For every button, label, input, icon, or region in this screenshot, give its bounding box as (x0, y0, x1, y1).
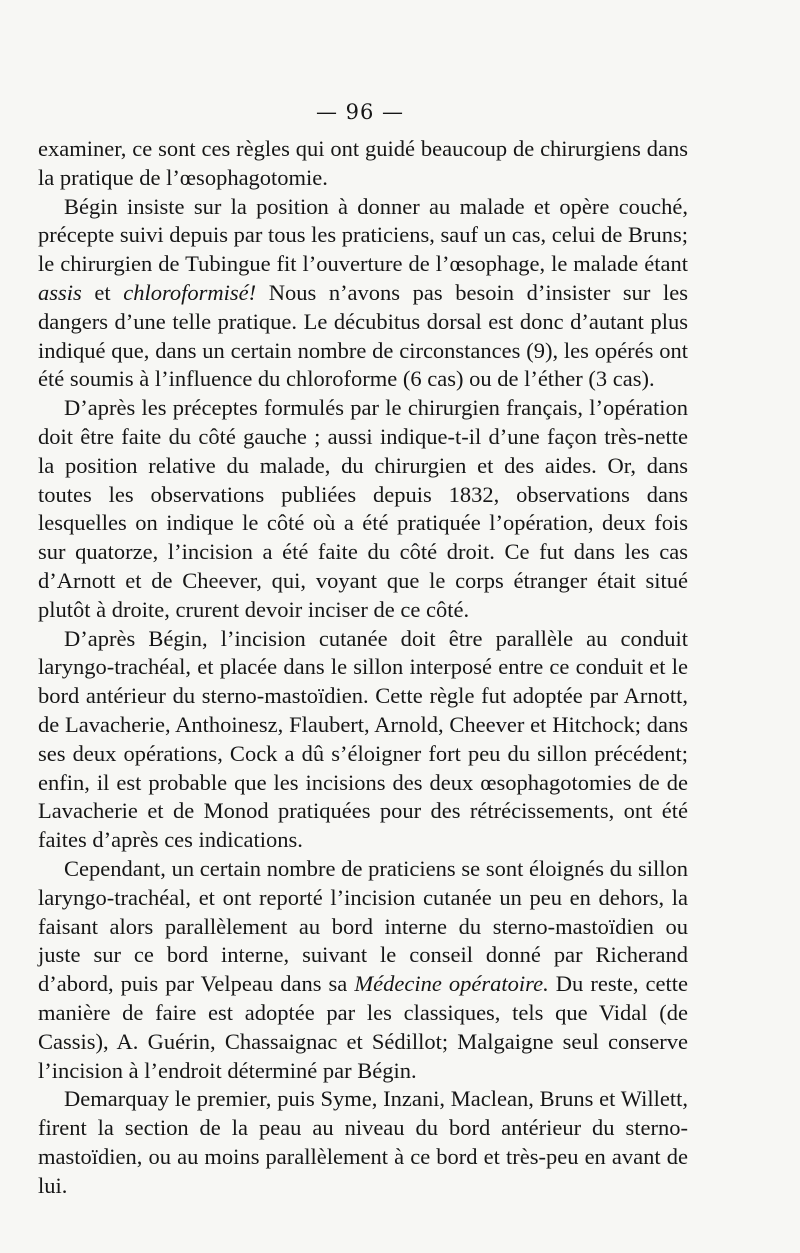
page-number: — 96 — (315, 100, 405, 124)
paragraph (38, 855, 688, 1085)
paragraph (38, 135, 688, 193)
italic-text: chloroformisé! (123, 279, 257, 305)
text-run: examiner, ce sont ces règles qui ont guidé beaucoup de chirurgiens dans la pratique de l’œsophagotomie. (38, 136, 688, 190)
paragraph (38, 193, 688, 395)
text-run: D’après Bégin, l’incision cutanée doit être parallèle au conduit laryngo-trachéal, et placée dans le sillon interposé entre ce conduit et le bord antérieur du sterno-mastoïdien. Cette règle fut adoptée par Arnott, de Lavacherie, Anthoinesz, Flaubert, Arnold, Cheever et Hitchock; dans ses deux opérations, Cock a dû s’éloigner fort peu du sillon précédent; enfin, il est probable que les incisions des deux œsophagotomies de de Lavacherie et de Monod pratiquées pour des rétrécissements, ont été faites d’après ces indications. (38, 625, 688, 853)
text-run: Du reste, cette manière de faire est adoptée par les classiques, tels que Vidal (de Cassis), A. Guérin, Chassaignac et Sédillot; Malgaigne seul conserve l’incision à l’endroit déterminé par Bégin. (38, 971, 689, 1083)
text-run: Demarquay le premier, puis Syme, Inzani, Maclean, Bruns et Willett, firent la section de la peau au niveau du bord antérieur du sterno-mastoïdien, ou au moins parallèlement à ce bord et très-peu en avant de lui. (38, 1086, 688, 1198)
italic-text: assis (38, 279, 82, 305)
paragraph (38, 625, 688, 855)
text-run: Cependant, un certain nombre de praticiens se sont éloignés du sillon laryngo-trachéal, et ont reporté l’incision cutanée un peu en dehors, la faisant alors parallèlement au bord interne du sterno-mastoïdien ou juste sur ce bord interne, suivant le conseil donné par Richerand d’abord, puis par Velpeau dans sa (38, 855, 688, 997)
text-run: et (81, 279, 124, 305)
text-run: Bégin insiste sur la position à donner au malade et opère couché, précepte suivi depuis par tous les praticiens, sauf un cas, celui de Bruns; le chirurgien de Tubingue fit l’ouverture de l’œsophage, le malade étant (38, 193, 688, 277)
text-run: D’après les préceptes formulés par le chirurgien français, l’opération doit être faite du côté gauche ; aussi indique-t-il d’une façon très-nette la position relative du malade, du chirurgien et des aides. Or, dans toutes les observations publiées depuis 1832, observations dans lesquelles on indique le côté où a été pratiquée l’opération, deux fois sur quatorze, l’incision a été faite du côté droit. Ce fut dans les cas d’Arnott et de Cheever, qui, voyant que le corps étranger était situé plutôt à droite, crurent devoir inciser de ce côté. (38, 395, 688, 622)
italic-text: Médecine opératoire. (354, 971, 549, 997)
paragraph (38, 394, 688, 624)
text-run: Nous n’avons pas besoin d’insister sur les dangers d’une telle pratique. Le décubitus dorsal est donc d’autant plus indiqué que, dans un certain nombre de circonstances (9), les opérés ont été soumis à l’influence du chloroforme (6 cas) ou de l’éther (3 cas). (38, 279, 688, 392)
body-text (38, 135, 688, 1200)
paragraph (38, 1085, 688, 1200)
